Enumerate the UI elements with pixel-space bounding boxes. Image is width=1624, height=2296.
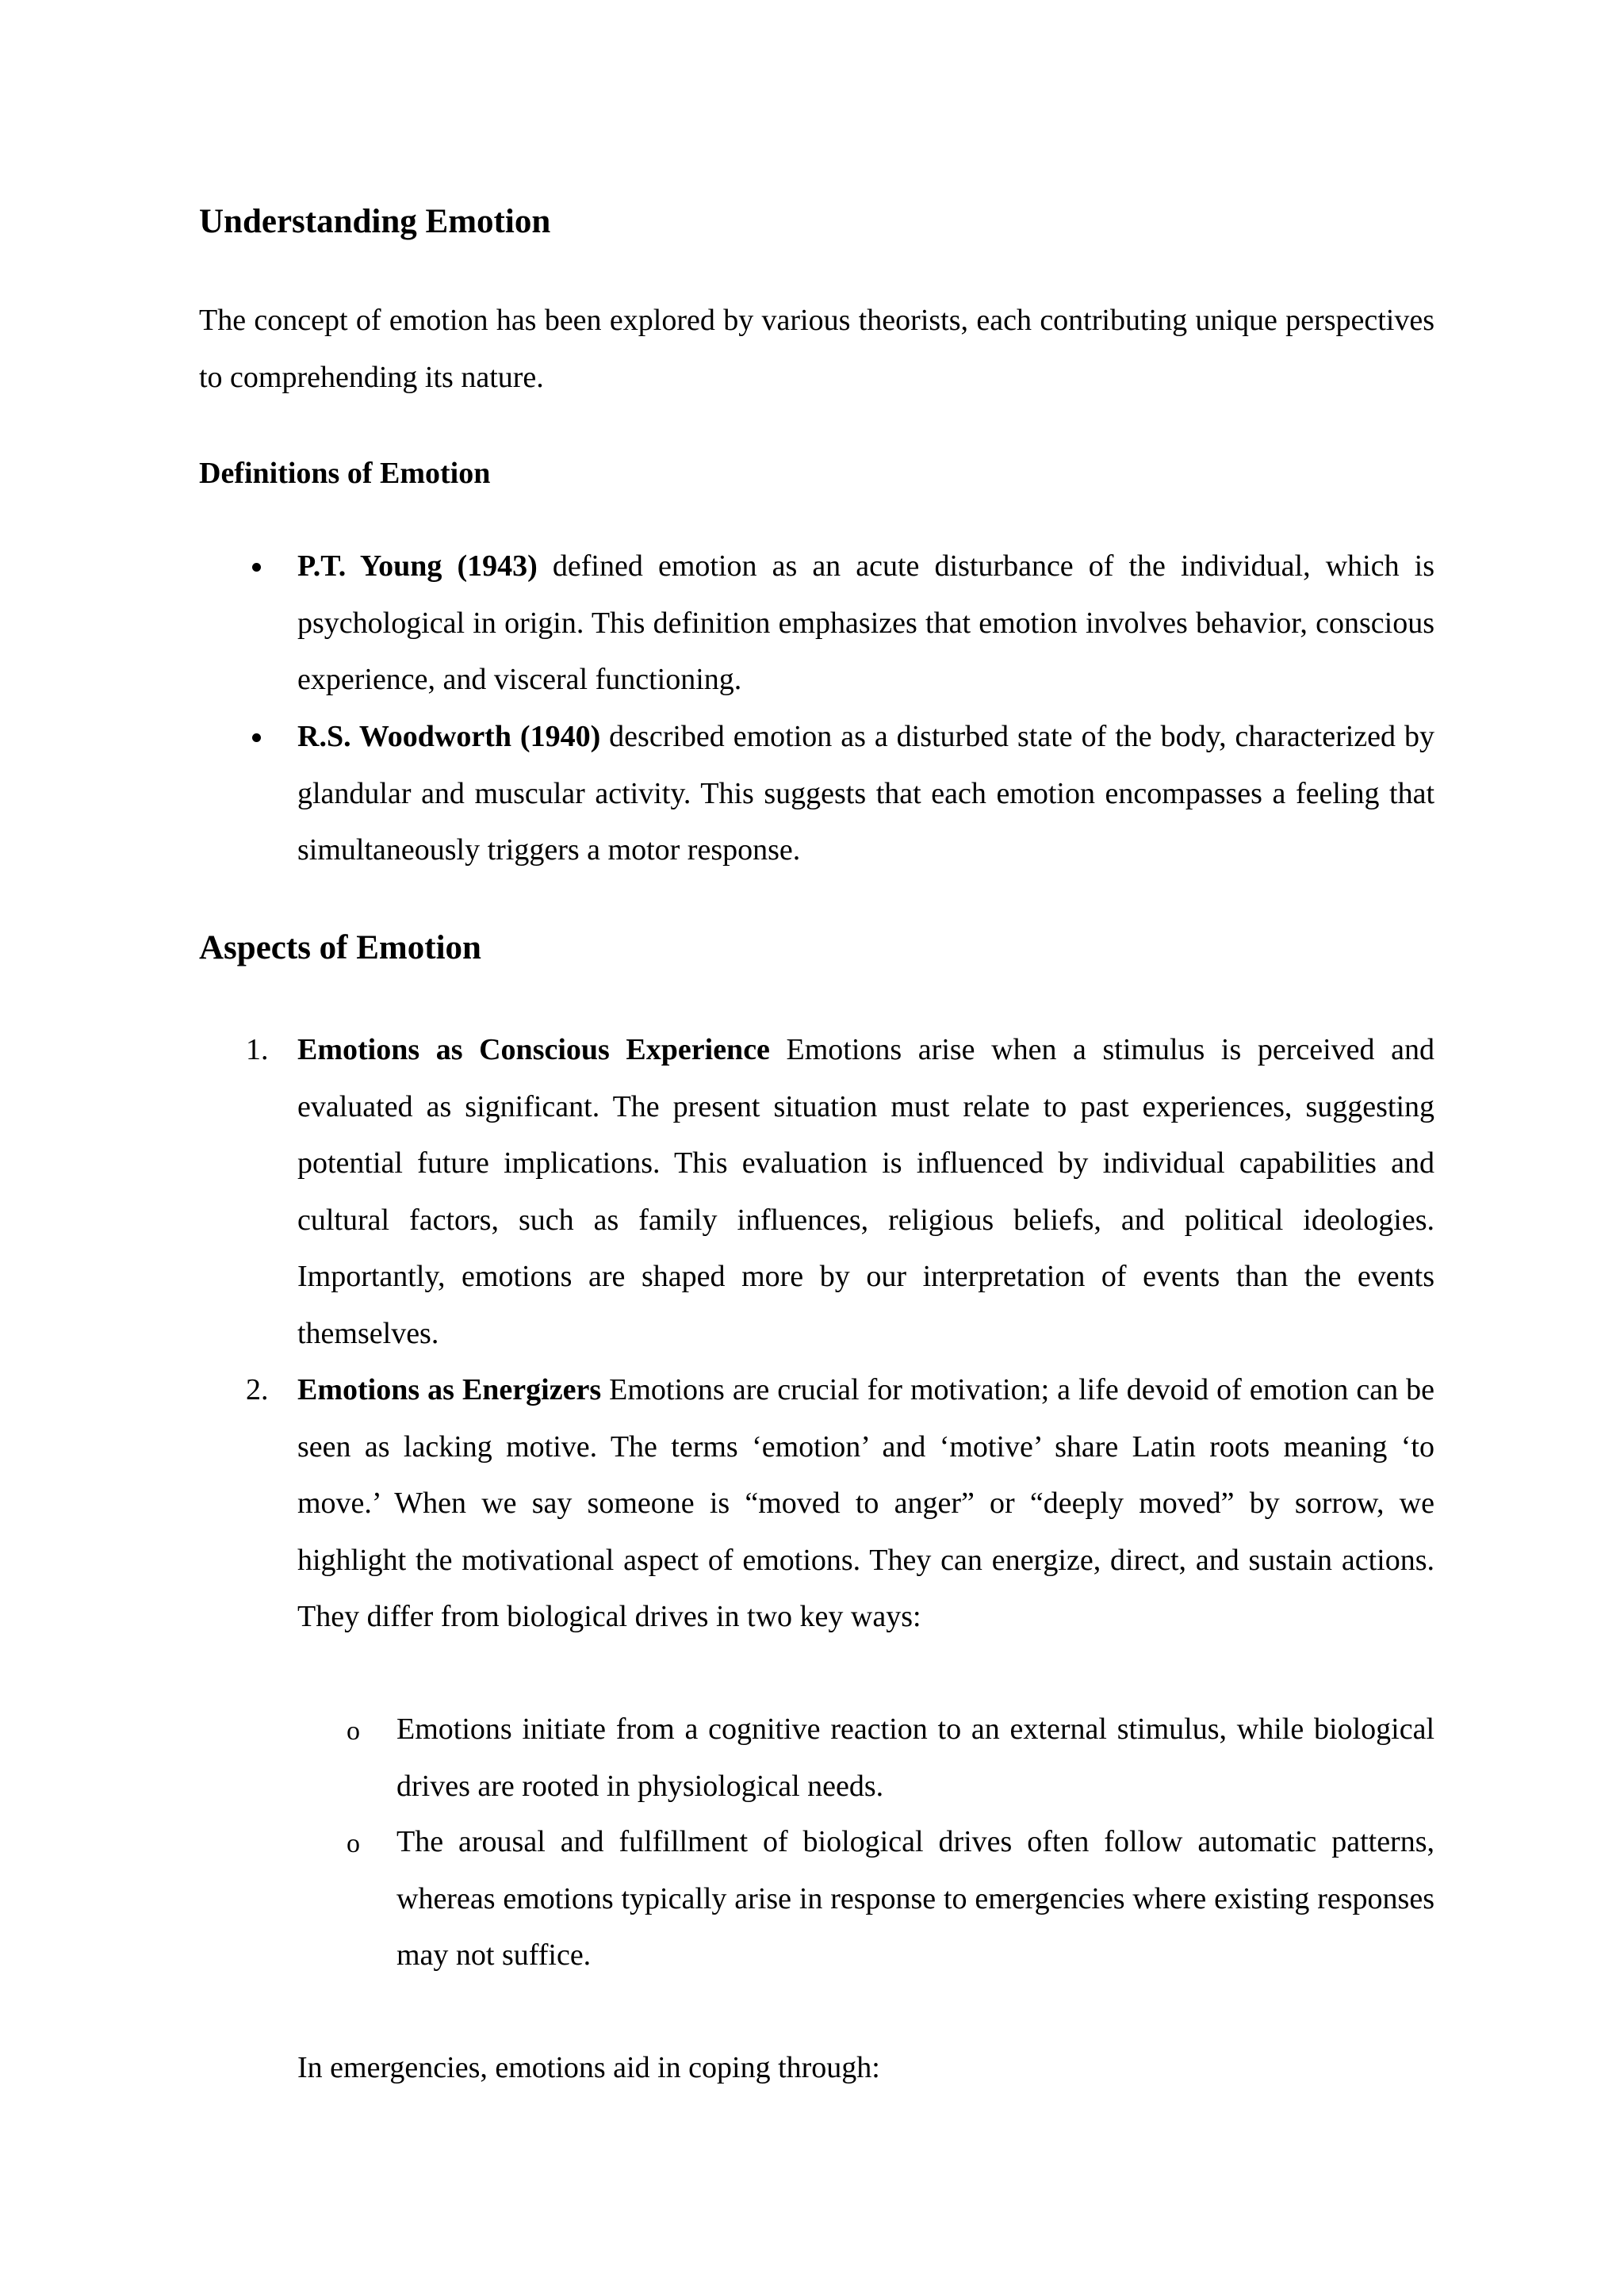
list-number: 1. xyxy=(246,1033,269,1066)
sub-list-item: Emotions initiate from a cognitive reaction to an external stimulus, while biological drives are rooted in physiological needs. xyxy=(396,1712,1434,1803)
aspect-text: Emotions are crucial for motivation; a life devoid of emotion can be seen as lacking motive. The terms ‘emotion’ and ‘motive’ share Latin roots meaning ‘to move.’ When we say someone is “moved to anger” or “deeply moved” by sorrow, we highlight the motivational aspect of emotions. They can energize, direct, and sustain actions. They differ from biological drives in two key ways: xyxy=(297,1373,1435,1633)
definition-author: P.T. Young (1943) xyxy=(297,549,538,583)
sub-bullet-marker: o xyxy=(347,1716,360,1746)
definition-item xyxy=(297,538,1434,709)
sub-list-item: The arousal and fulfillment of biological drives often follow automatic patterns, whereas emotions typically arise in response to emergencies where existing responses may not suffice. xyxy=(396,1825,1434,1972)
aspect-title: Emotions as Energizers xyxy=(297,1373,602,1406)
aspect-title: Emotions as Conscious Experience xyxy=(297,1033,770,1066)
definitions-heading: Definitions of Emotion xyxy=(199,457,491,490)
page-title: Understanding Emotion xyxy=(199,203,551,240)
bullet-icon xyxy=(252,733,261,742)
bullet-icon xyxy=(252,563,261,572)
sub-bullet-marker: o xyxy=(347,1829,360,1858)
aspect-item xyxy=(297,1362,1434,1646)
aspects-heading: Aspects of Emotion xyxy=(199,929,481,966)
aspect-item xyxy=(297,1022,1434,1362)
closing-paragraph: In emergencies, emotions aid in coping through: xyxy=(297,2051,880,2084)
aspect-text: Emotions arise when a stimulus is perceived and evaluated as significant. The present situation must relate to past experiences, suggesting potential future implications. This evaluation is influenced by individual capabilities and cultural factors, such as family influences, religious beliefs, and political ideologies. Importantly, emotions are shaped more by our interpretation of events than the events themselves. xyxy=(297,1033,1434,1350)
definition-text: described emotion as a disturbed state of the body, characterized by glandular and muscular activity. This suggests that each emotion encompasses a feeling that simultaneously triggers a motor response. xyxy=(297,720,1434,867)
definition-author: R.S. Woodworth (1940) xyxy=(297,720,601,753)
intro-paragraph: The concept of emotion has been explored by various theorists, each contributing unique perspectives to comprehending its nature. xyxy=(199,304,1434,394)
definition-text: defined emotion as an acute disturbance of the individual, which is psychological in origin. This definition emphasizes that emotion involves behavior, conscious experience, and visceral functioning. xyxy=(297,549,1434,696)
definition-item xyxy=(297,709,1434,879)
list-number: 2. xyxy=(246,1373,269,1406)
